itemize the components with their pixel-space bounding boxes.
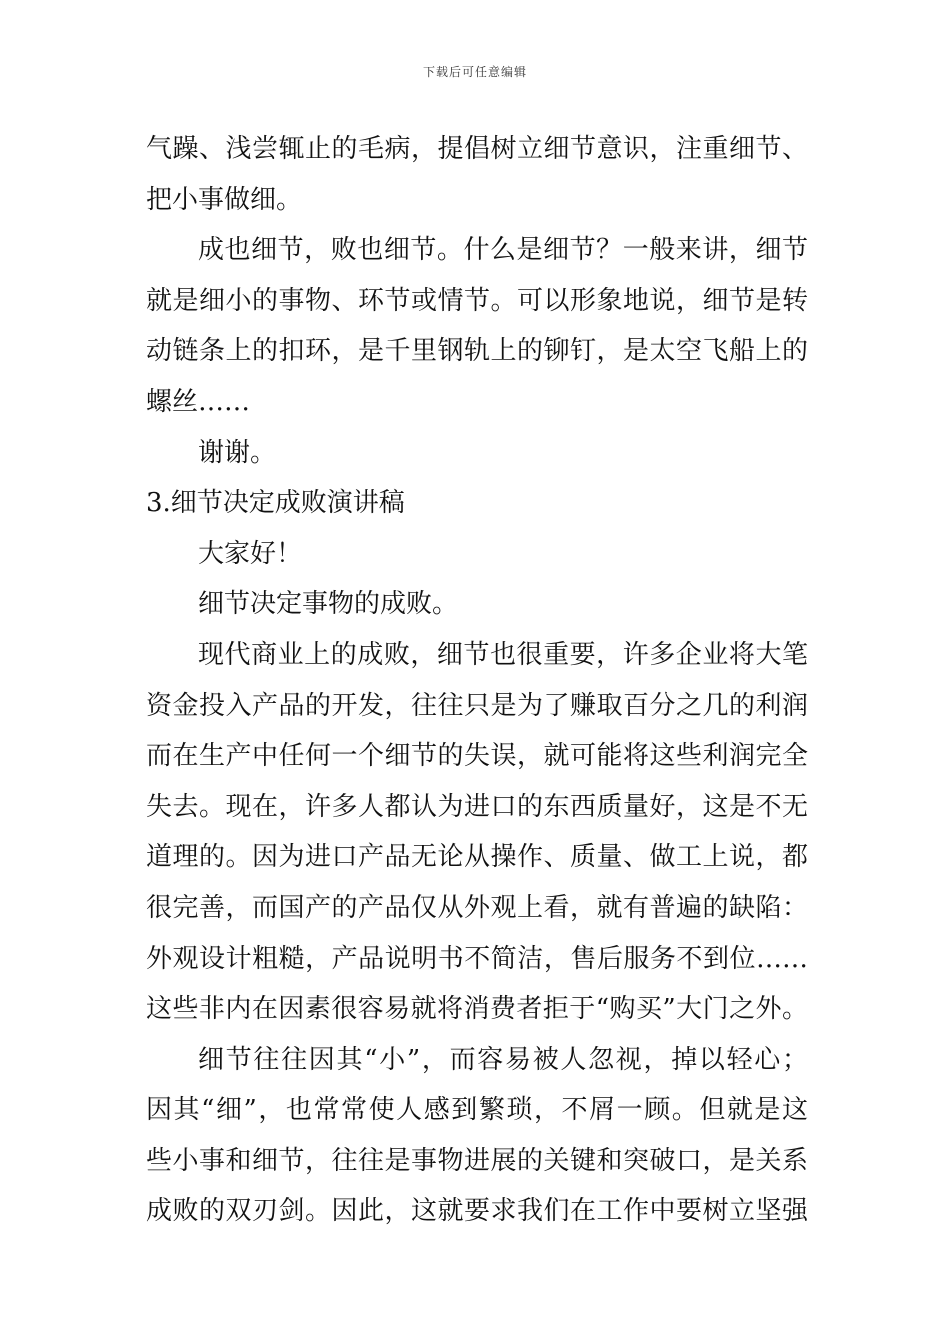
text-line: 细节决定事物的成败。 [198,589,459,620]
text-line: 失去。现在，许多人都认为进口的东西质量好，这是不无 [146,791,808,822]
text-line: 谢谢。 [198,437,277,468]
page-header: 下载后可任意编辑 [422,65,527,79]
text-line: 现代商业上的成败，细节也很重要，许多企业将大笔 [198,639,808,670]
text-line: 道理的。因为进口产品无论从操作、质量、做工上说，都 [146,842,808,873]
text-line: 把小事做细。 [146,184,303,215]
text-line: 些小事和细节，往往是事物进展的关键和突破口，是关系 [146,1145,808,1176]
text-line: 成败的双刃剑。因此，这就要求我们在工作中要树立坚强 [146,1196,808,1227]
text-line: 成也细节，败也细节。什么是细节？一般来讲，细节 [198,235,808,266]
text-line: 资金投入产品的开发，往往只是为了赚取百分之几的利润 [146,690,808,721]
text-line: 动链条上的扣环，是千里钢轨上的铆钉，是太空飞船上的 [146,336,808,367]
text-line: 大家好！ [198,538,303,569]
text-line: 气躁、浅尝辄止的毛病，提倡树立细节意识，注重细节、 [146,134,808,164]
text-line: 外观设计粗糙，产品说明书不简洁，售后服务不到位…… [146,943,808,974]
text-line: 这些非内在因素很容易就将消费者拒于“购买”大门之外。 [146,994,808,1025]
text-line: 就是细小的事物、环节或情节。可以形象地说，细节是转 [146,285,808,316]
section-heading: 3.细节决定成败演讲稿 [146,488,405,519]
text-line: 细节往往因其“小”，而容易被人忽视，掉以轻心； [198,1044,808,1075]
text-line: 螺丝…… [146,386,251,417]
text-line: 因其“细”，也常常使人感到繁琐，不屑一顾。但就是这 [146,1095,808,1126]
text-line: 而在生产中任何一个细节的失误，就可能将这些利润完全 [146,741,808,772]
body-text [146,124,808,1237]
text-line: 很完善，而国产的产品仅从外观上看，就有普遍的缺陷： [146,892,808,923]
